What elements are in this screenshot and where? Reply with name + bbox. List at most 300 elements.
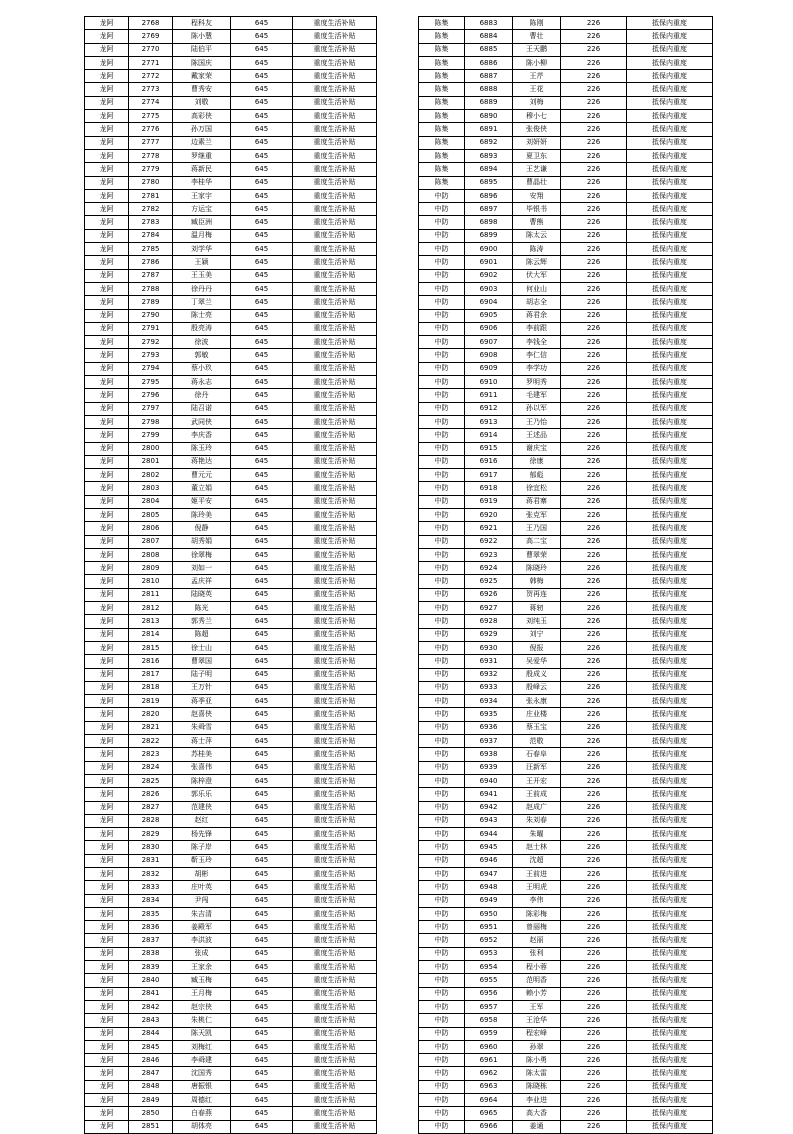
amount-cell: 226	[561, 389, 627, 402]
amount-cell: 645	[231, 934, 293, 947]
table-row	[85, 841, 377, 854]
name-cell: 徐丹丹	[173, 282, 231, 295]
table-row	[85, 429, 377, 442]
amount-cell: 645	[231, 495, 293, 508]
table-row	[419, 1080, 713, 1093]
category-cell: 重度生活补贴	[293, 1027, 377, 1040]
name-cell: 赵士林	[513, 841, 561, 854]
town-cell: 中防	[419, 748, 465, 761]
category-cell: 重度生活补贴	[293, 894, 377, 907]
table-row	[419, 854, 713, 867]
town-cell: 中防	[419, 974, 465, 987]
table-row	[85, 30, 377, 43]
table-row	[85, 668, 377, 681]
town-cell: 中防	[419, 615, 465, 628]
table-row	[85, 469, 377, 482]
table-row	[419, 1067, 713, 1080]
name-cell: 孟庆祥	[173, 575, 231, 588]
category-cell: 抵保内重度	[627, 309, 713, 322]
town-cell: 龙阿	[85, 203, 129, 216]
name-cell: 陆晓英	[173, 588, 231, 601]
id-cell: 6884	[465, 30, 513, 43]
category-cell: 抵保内重度	[627, 708, 713, 721]
id-cell: 2773	[129, 83, 173, 96]
amount-cell: 226	[561, 83, 627, 96]
category-cell: 抵保内重度	[627, 469, 713, 482]
table-row	[85, 974, 377, 987]
amount-cell: 645	[231, 1040, 293, 1053]
category-cell: 抵保内重度	[627, 1107, 713, 1120]
town-cell: 龙阿	[85, 628, 129, 641]
amount-cell: 645	[231, 508, 293, 521]
amount-cell: 226	[561, 322, 627, 335]
category-cell: 重度生活补贴	[293, 362, 377, 375]
name-cell: 陈小慧	[173, 30, 231, 43]
id-cell: 2819	[129, 695, 173, 708]
table-row	[85, 615, 377, 628]
id-cell: 6930	[465, 641, 513, 654]
town-cell: 龙阿	[85, 469, 129, 482]
name-cell: 张俊侠	[513, 123, 561, 136]
amount-cell: 226	[561, 602, 627, 615]
town-cell: 中防	[419, 602, 465, 615]
category-cell: 抵保内重度	[627, 455, 713, 468]
name-cell: 沈国秀	[173, 1067, 231, 1080]
town-cell: 龙阿	[85, 282, 129, 295]
table-row	[419, 322, 713, 335]
id-cell: 6939	[465, 761, 513, 774]
id-cell: 6896	[465, 189, 513, 202]
amount-cell: 645	[231, 376, 293, 389]
amount-cell: 645	[231, 801, 293, 814]
name-cell: 姬平安	[173, 495, 231, 508]
name-cell: 郭敏	[173, 349, 231, 362]
id-cell: 2845	[129, 1040, 173, 1053]
name-cell: 曹翠国	[173, 655, 231, 668]
table-row	[85, 136, 377, 149]
table-row	[419, 389, 713, 402]
table-row	[85, 1094, 377, 1107]
id-cell: 2795	[129, 376, 173, 389]
amount-cell: 645	[231, 1014, 293, 1027]
amount-cell: 226	[561, 974, 627, 987]
name-cell: 毕银书	[513, 203, 561, 216]
id-cell: 6908	[465, 349, 513, 362]
category-cell: 重度生活补贴	[293, 1107, 377, 1120]
id-cell: 2818	[129, 681, 173, 694]
category-cell: 抵保内重度	[627, 176, 713, 189]
category-cell: 抵保内重度	[627, 349, 713, 362]
category-cell: 重度生活补贴	[293, 961, 377, 974]
amount-cell: 226	[561, 748, 627, 761]
amount-cell: 226	[561, 229, 627, 242]
table-row	[85, 56, 377, 69]
table-row	[85, 655, 377, 668]
table-row	[85, 721, 377, 734]
name-cell: 陆伯平	[173, 43, 231, 56]
town-cell: 中防	[419, 801, 465, 814]
table-row	[85, 921, 377, 934]
id-cell: 2811	[129, 588, 173, 601]
id-cell: 2802	[129, 469, 173, 482]
town-cell: 中防	[419, 828, 465, 841]
table-row	[419, 17, 713, 30]
town-cell: 中防	[419, 189, 465, 202]
name-cell: 郭乐乐	[173, 788, 231, 801]
name-cell: 陈天凯	[173, 1027, 231, 1040]
category-cell: 重度生活补贴	[293, 721, 377, 734]
amount-cell: 226	[561, 1080, 627, 1093]
id-cell: 2786	[129, 256, 173, 269]
name-cell: 胡体亮	[173, 1120, 231, 1133]
table-row	[419, 229, 713, 242]
id-cell: 2803	[129, 482, 173, 495]
category-cell: 抵保内重度	[627, 96, 713, 109]
table-row	[85, 482, 377, 495]
category-cell: 重度生活补贴	[293, 668, 377, 681]
town-cell: 陈集	[419, 43, 465, 56]
category-cell: 抵保内重度	[627, 1067, 713, 1080]
town-cell: 中防	[419, 296, 465, 309]
id-cell: 6957	[465, 1000, 513, 1013]
id-cell: 6962	[465, 1067, 513, 1080]
table-row	[419, 828, 713, 841]
category-cell: 抵保内重度	[627, 828, 713, 841]
category-cell: 重度生活补贴	[293, 1000, 377, 1013]
id-cell: 6918	[465, 482, 513, 495]
table-row	[85, 282, 377, 295]
town-cell: 龙阿	[85, 814, 129, 827]
table-row	[85, 735, 377, 748]
amount-cell: 645	[231, 681, 293, 694]
name-cell: 蒋士萍	[173, 735, 231, 748]
town-cell: 中防	[419, 216, 465, 229]
amount-cell: 226	[561, 934, 627, 947]
amount-cell: 645	[231, 282, 293, 295]
name-cell: 蒋新民	[173, 163, 231, 176]
id-cell: 6901	[465, 256, 513, 269]
name-cell: 李舜建	[173, 1054, 231, 1067]
name-cell: 汪新军	[513, 761, 561, 774]
id-cell: 2774	[129, 96, 173, 109]
town-cell: 中防	[419, 934, 465, 947]
amount-cell: 645	[231, 203, 293, 216]
name-cell: 姜殿军	[173, 921, 231, 934]
town-cell: 中防	[419, 1040, 465, 1053]
id-cell: 2783	[129, 216, 173, 229]
category-cell: 重度生活补贴	[293, 282, 377, 295]
name-cell: 曹翠荣	[513, 548, 561, 561]
category-cell: 抵保内重度	[627, 588, 713, 601]
town-cell: 龙阿	[85, 801, 129, 814]
category-cell: 重度生活补贴	[293, 322, 377, 335]
town-cell: 龙阿	[85, 43, 129, 56]
table-row	[85, 907, 377, 920]
table-row	[85, 1107, 377, 1120]
town-cell: 中防	[419, 894, 465, 907]
table-row	[419, 83, 713, 96]
table-row	[419, 336, 713, 349]
amount-cell: 226	[561, 987, 627, 1000]
amount-cell: 226	[561, 1014, 627, 1027]
amount-cell: 226	[561, 788, 627, 801]
town-cell: 龙阿	[85, 602, 129, 615]
town-cell: 龙阿	[85, 83, 129, 96]
amount-cell: 226	[561, 774, 627, 787]
id-cell: 2789	[129, 296, 173, 309]
table-row	[419, 588, 713, 601]
amount-cell: 645	[231, 415, 293, 428]
amount-cell: 226	[561, 1120, 627, 1133]
id-cell: 2809	[129, 562, 173, 575]
id-cell: 2782	[129, 203, 173, 216]
amount-cell: 645	[231, 894, 293, 907]
category-cell: 抵保内重度	[627, 296, 713, 309]
id-cell: 6940	[465, 774, 513, 787]
id-cell: 6958	[465, 1014, 513, 1027]
name-cell: 臧臣洲	[173, 216, 231, 229]
table-row	[419, 469, 713, 482]
table-row	[85, 774, 377, 787]
id-cell: 2790	[129, 309, 173, 322]
category-cell: 抵保内重度	[627, 1120, 713, 1133]
name-cell: 朱吉清	[173, 907, 231, 920]
id-cell: 6965	[465, 1107, 513, 1120]
table-row	[85, 495, 377, 508]
id-cell: 2825	[129, 774, 173, 787]
town-cell: 龙阿	[85, 947, 129, 960]
amount-cell: 226	[561, 1000, 627, 1013]
category-cell: 重度生活补贴	[293, 1067, 377, 1080]
category-cell: 重度生活补贴	[293, 828, 377, 841]
amount-cell: 645	[231, 854, 293, 867]
name-cell: 陈光	[173, 602, 231, 615]
table-row	[85, 415, 377, 428]
id-cell: 6942	[465, 801, 513, 814]
category-cell: 重度生活补贴	[293, 442, 377, 455]
town-cell: 中防	[419, 1000, 465, 1013]
id-cell: 2798	[129, 415, 173, 428]
table-row	[85, 801, 377, 814]
category-cell: 抵保内重度	[627, 203, 713, 216]
id-cell: 6945	[465, 841, 513, 854]
town-cell: 中防	[419, 415, 465, 428]
category-cell: 抵保内重度	[627, 415, 713, 428]
id-cell: 6895	[465, 176, 513, 189]
category-cell: 抵保内重度	[627, 110, 713, 123]
amount-cell: 645	[231, 30, 293, 43]
table-row	[85, 1027, 377, 1040]
id-cell: 2794	[129, 362, 173, 375]
category-cell: 重度生活补贴	[293, 1080, 377, 1093]
table-row	[419, 788, 713, 801]
table-row	[419, 203, 713, 216]
name-cell: 倪报	[513, 641, 561, 654]
amount-cell: 226	[561, 429, 627, 442]
id-cell: 2821	[129, 721, 173, 734]
id-cell: 6903	[465, 282, 513, 295]
name-cell: 王天鹏	[513, 43, 561, 56]
table-row	[85, 987, 377, 1000]
id-cell: 2839	[129, 961, 173, 974]
amount-cell: 226	[561, 243, 627, 256]
town-cell: 龙阿	[85, 641, 129, 654]
category-cell: 抵保内重度	[627, 336, 713, 349]
table-row	[85, 1040, 377, 1053]
category-cell: 抵保内重度	[627, 376, 713, 389]
name-cell: 温月梅	[173, 229, 231, 242]
amount-cell: 226	[561, 735, 627, 748]
id-cell: 6963	[465, 1080, 513, 1093]
name-cell: 徐士山	[173, 641, 231, 654]
table-row	[85, 788, 377, 801]
table-row	[85, 535, 377, 548]
table-row	[85, 123, 377, 136]
id-cell: 2836	[129, 921, 173, 934]
amount-cell: 226	[561, 721, 627, 734]
category-cell: 重度生活补贴	[293, 389, 377, 402]
amount-cell: 226	[561, 482, 627, 495]
name-cell: 苏桂美	[173, 748, 231, 761]
id-cell: 2781	[129, 189, 173, 202]
amount-cell: 226	[561, 548, 627, 561]
town-cell: 中防	[419, 336, 465, 349]
amount-cell: 226	[561, 163, 627, 176]
amount-cell: 226	[561, 695, 627, 708]
id-cell: 2844	[129, 1027, 173, 1040]
name-cell: 唐振银	[173, 1080, 231, 1093]
category-cell: 抵保内重度	[627, 868, 713, 881]
amount-cell: 226	[561, 1107, 627, 1120]
category-cell: 重度生活补贴	[293, 176, 377, 189]
id-cell: 2816	[129, 655, 173, 668]
town-cell: 中防	[419, 429, 465, 442]
amount-cell: 226	[561, 828, 627, 841]
table-row	[419, 349, 713, 362]
amount-cell: 645	[231, 735, 293, 748]
town-cell: 中防	[419, 961, 465, 974]
amount-cell: 226	[561, 562, 627, 575]
category-cell: 重度生活补贴	[293, 588, 377, 601]
name-cell: 孙翠	[513, 1040, 561, 1053]
town-cell: 龙阿	[85, 389, 129, 402]
category-cell: 抵保内重度	[627, 30, 713, 43]
amount-cell: 226	[561, 376, 627, 389]
table-row	[85, 681, 377, 694]
name-cell: 陈小勇	[513, 1054, 561, 1067]
town-cell: 龙阿	[85, 748, 129, 761]
id-cell: 6905	[465, 309, 513, 322]
id-cell: 6917	[465, 469, 513, 482]
amount-cell: 226	[561, 415, 627, 428]
id-cell: 2777	[129, 136, 173, 149]
town-cell: 龙阿	[85, 309, 129, 322]
amount-cell: 645	[231, 70, 293, 83]
town-cell: 中防	[419, 455, 465, 468]
town-cell: 陈集	[419, 136, 465, 149]
right-roster-table	[418, 16, 713, 1134]
name-cell: 殷亮涛	[173, 322, 231, 335]
id-cell: 6909	[465, 362, 513, 375]
name-cell: 陈云辉	[513, 256, 561, 269]
category-cell: 抵保内重度	[627, 43, 713, 56]
amount-cell: 645	[231, 136, 293, 149]
category-cell: 抵保内重度	[627, 402, 713, 415]
category-cell: 重度生活补贴	[293, 136, 377, 149]
name-cell: 白春燕	[173, 1107, 231, 1120]
table-row	[85, 149, 377, 162]
town-cell: 中防	[419, 854, 465, 867]
amount-cell: 226	[561, 136, 627, 149]
id-cell: 6964	[465, 1094, 513, 1107]
table-row	[419, 43, 713, 56]
town-cell: 中防	[419, 1067, 465, 1080]
table-row	[419, 402, 713, 415]
table-row	[419, 96, 713, 109]
id-cell: 2770	[129, 43, 173, 56]
id-cell: 6937	[465, 735, 513, 748]
id-cell: 6890	[465, 110, 513, 123]
table-row	[419, 429, 713, 442]
name-cell: 张喜伟	[173, 761, 231, 774]
id-cell: 2830	[129, 841, 173, 854]
table-row	[85, 748, 377, 761]
category-cell: 抵保内重度	[627, 189, 713, 202]
amount-cell: 645	[231, 123, 293, 136]
amount-cell: 226	[561, 628, 627, 641]
category-cell: 重度生活补贴	[293, 1040, 377, 1053]
name-cell: 伏大军	[513, 269, 561, 282]
category-cell: 重度生活补贴	[293, 615, 377, 628]
amount-cell: 645	[231, 761, 293, 774]
table-row	[419, 814, 713, 827]
id-cell: 2815	[129, 641, 173, 654]
amount-cell: 226	[561, 216, 627, 229]
amount-cell: 645	[231, 961, 293, 974]
name-cell: 赵宗侠	[173, 1000, 231, 1013]
table-row	[419, 535, 713, 548]
name-cell: 陈超	[173, 628, 231, 641]
name-cell: 朱曜	[513, 828, 561, 841]
name-cell: 王乃怡	[513, 415, 561, 428]
table-row	[419, 1040, 713, 1053]
table-row	[419, 841, 713, 854]
id-cell: 6891	[465, 123, 513, 136]
town-cell: 中防	[419, 548, 465, 561]
amount-cell: 645	[231, 482, 293, 495]
amount-cell: 226	[561, 402, 627, 415]
table-row	[419, 309, 713, 322]
table-row	[85, 376, 377, 389]
category-cell: 抵保内重度	[627, 602, 713, 615]
name-cell: 刘梅红	[173, 1040, 231, 1053]
amount-cell: 645	[231, 655, 293, 668]
amount-cell: 645	[231, 229, 293, 242]
table-row	[85, 894, 377, 907]
category-cell: 抵保内重度	[627, 229, 713, 242]
id-cell: 2768	[129, 17, 173, 30]
category-cell: 重度生活补贴	[293, 655, 377, 668]
id-cell: 6943	[465, 814, 513, 827]
name-cell: 徐翠梅	[173, 548, 231, 561]
amount-cell: 226	[561, 961, 627, 974]
table-row	[85, 17, 377, 30]
name-cell: 刘宁	[513, 628, 561, 641]
amount-cell: 645	[231, 668, 293, 681]
category-cell: 重度生活补贴	[293, 30, 377, 43]
name-cell: 李前跟	[513, 322, 561, 335]
name-cell: 边素兰	[173, 136, 231, 149]
